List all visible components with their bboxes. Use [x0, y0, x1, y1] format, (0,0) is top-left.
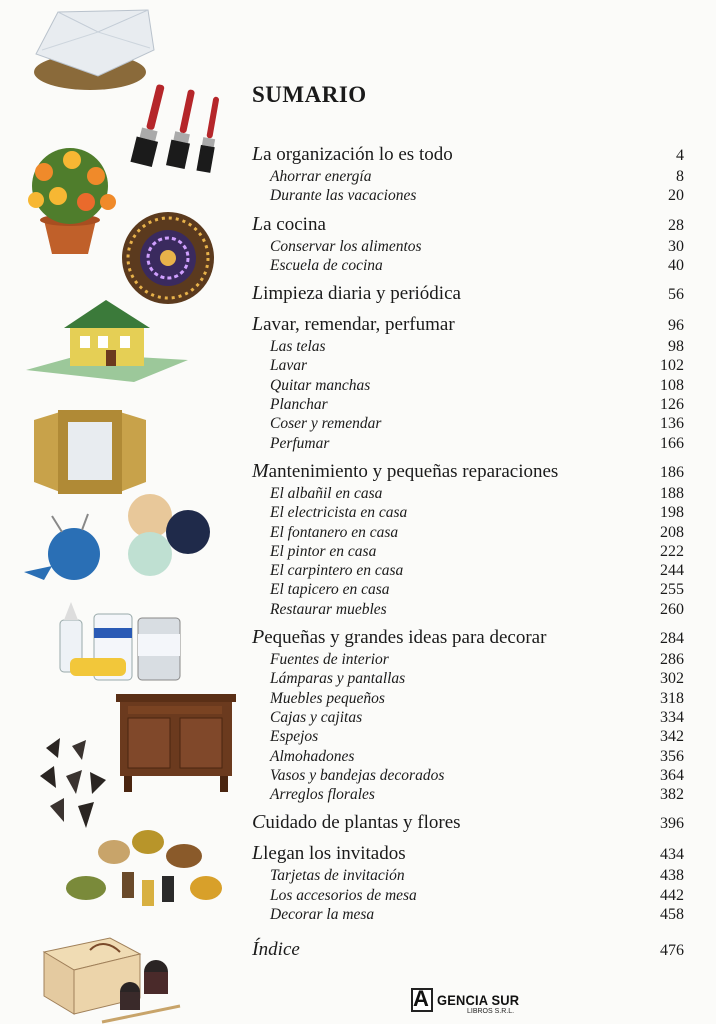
- toc-subsection-page: 255: [660, 581, 684, 599]
- toc-section-page: 56: [668, 286, 684, 304]
- illustrations-column: [0, 0, 245, 1024]
- toc-section-page: 186: [660, 463, 684, 481]
- toc-subsection-title: Fuentes de interior: [270, 651, 389, 669]
- toc-subsection-row[interactable]: [252, 650, 684, 669]
- toc-subsection-title: Durante las vacaciones: [270, 187, 417, 205]
- toc-section-row[interactable]: [252, 313, 684, 337]
- toc-subsection-title: El albañil en casa: [270, 484, 383, 502]
- toc-subsection-row[interactable]: [252, 542, 684, 561]
- toc-subsection-title: Perfumar: [270, 434, 330, 452]
- toc-subsection-row[interactable]: [252, 237, 684, 256]
- toc-subsection-row[interactable]: [252, 747, 684, 766]
- toc-section-row[interactable]: [252, 143, 684, 167]
- page-title: SUMARIO: [252, 82, 367, 107]
- toc-subsection-title: Decorar la mesa: [270, 906, 375, 924]
- toc-section-page: 476: [660, 942, 684, 960]
- toc-subsection-row[interactable]: [252, 708, 684, 727]
- toc-subsection-row[interactable]: [252, 167, 684, 186]
- publisher-name: GENCIA SUR: [437, 992, 520, 1008]
- table-of-contents: [252, 136, 684, 962]
- toc-section-page: 434: [660, 846, 684, 864]
- toc-subsection-page: 286: [660, 651, 684, 669]
- toc-section-row[interactable]: [252, 460, 684, 484]
- publisher-subname: LIBROS S.R.L.: [467, 1008, 515, 1015]
- publisher-logo-letter: A: [413, 986, 429, 1011]
- toc-subsection-row[interactable]: [252, 434, 684, 453]
- toc-section-title: La organización lo es todo: [252, 143, 453, 165]
- toc-subsection-page: 318: [660, 689, 684, 707]
- toc-section: [252, 811, 684, 835]
- toc-subsection-page: 438: [660, 867, 684, 885]
- toc-subsection-page: 98: [668, 338, 684, 356]
- toc-section-row[interactable]: [252, 626, 684, 650]
- mirror-frame-image: [30, 404, 150, 500]
- toc-subsection-page: 222: [660, 542, 684, 560]
- toc-subsection-row[interactable]: [252, 414, 684, 433]
- toc-subsection-page: 260: [660, 600, 684, 618]
- painted-box-image: [40, 930, 184, 1024]
- toc-subsection-row[interactable]: [252, 561, 684, 580]
- toc-section-title: Índice: [252, 938, 300, 961]
- toc-subsection-row[interactable]: [252, 905, 684, 924]
- toc-section-page: 28: [668, 216, 684, 234]
- toc-subsection-page: 302: [660, 670, 684, 688]
- toc-subsection-title: El fontanero en casa: [270, 523, 399, 541]
- toc-subsection-title: Lavar: [270, 357, 308, 375]
- toc-section: [252, 313, 684, 453]
- toc-subsection-row[interactable]: [252, 484, 684, 503]
- toc-subsection-row[interactable]: [252, 186, 684, 205]
- toc-subsection-title: Restaurar muebles: [270, 600, 387, 618]
- toc-subsection-page: 334: [660, 708, 684, 726]
- paint-brushes-image: [124, 78, 224, 182]
- toc-subsection-title: Coser y remendar: [270, 415, 382, 433]
- toc-section: [252, 460, 684, 619]
- toc-subsection-row[interactable]: [252, 356, 684, 375]
- toc-subsection-page: 30: [668, 237, 684, 255]
- toc-section: [252, 143, 684, 206]
- toc-subsection-row[interactable]: [252, 256, 684, 275]
- toc-subsection-title: El tapicero en casa: [270, 581, 390, 599]
- toc-section-row[interactable]: [252, 282, 684, 306]
- toc-subsection-page: 136: [660, 415, 684, 433]
- toc-subsection-page: 342: [660, 728, 684, 746]
- toc-subsection-title: Almohadones: [270, 747, 355, 765]
- toc-subsection-page: 102: [660, 357, 684, 375]
- toc-subsection-title: Arreglos florales: [270, 786, 375, 804]
- toc-subsection-row[interactable]: [252, 395, 684, 414]
- toc-subsection-page: 166: [660, 434, 684, 452]
- toc-subsection-row[interactable]: [252, 866, 684, 885]
- toc-subsection-row[interactable]: [252, 727, 684, 746]
- toc-subsection-row[interactable]: [252, 669, 684, 688]
- toc-section-title: Cuidado de plantas y flores: [252, 811, 461, 834]
- yarn-pincushion-image: [22, 492, 222, 588]
- toc-subsection-title: Vasos y bandejas decorados: [270, 766, 445, 784]
- toc-section-page: 396: [660, 815, 684, 833]
- toc-subsection-title: Ahorrar energía: [270, 168, 372, 185]
- toc-subsection-page: 382: [660, 786, 684, 804]
- toc-section-row[interactable]: [252, 213, 684, 237]
- toc-section-row[interactable]: [252, 811, 684, 835]
- toc-subsection-page: 188: [660, 484, 684, 502]
- toc-section: [252, 842, 684, 924]
- toc-subsection-row[interactable]: [252, 376, 684, 395]
- toc-subsection-page: 198: [660, 504, 684, 522]
- toc-subsection-title: Tarjetas de invitación: [270, 867, 405, 885]
- toc-subsection-page: 8: [676, 168, 684, 185]
- glue-bottles-image: [54, 600, 184, 692]
- toc-subsection-title: Quitar manchas: [270, 376, 371, 394]
- toc-section-page: 284: [660, 630, 684, 648]
- house-money-image: [24, 296, 190, 386]
- toc-subsection-title: Lámparas y pantallas: [270, 670, 406, 688]
- toc-section-title: Mantenimiento y pequeñas reparaciones: [252, 459, 559, 482]
- toc-subsection-row[interactable]: [252, 689, 684, 708]
- toc-subsection-row[interactable]: [252, 766, 684, 785]
- toc-subsection-page: 40: [668, 256, 684, 274]
- toc-subsection-row[interactable]: [252, 580, 684, 599]
- toc-subsection-title: Conservar los alimentos: [270, 237, 422, 255]
- decorated-plate-image: [120, 210, 216, 306]
- toc-subsection-title: Las telas: [270, 338, 326, 356]
- toc-subsection-page: 356: [660, 747, 684, 765]
- spice-jars-image: [66, 828, 222, 924]
- toc-subsection-page: 20: [668, 187, 684, 205]
- toc-section: [252, 938, 684, 962]
- toc-section-row[interactable]: [252, 938, 684, 962]
- toc-subsection-row[interactable]: [252, 886, 684, 905]
- toc-subsection-page: 126: [660, 396, 684, 414]
- toc-subsection-title: Escuela de cocina: [270, 256, 383, 274]
- toc-section: [252, 282, 684, 306]
- toc-subsection-page: 458: [660, 906, 684, 924]
- toc-section-title: Limpieza diaria y periódica: [252, 282, 461, 305]
- toc-section-title: Lavar, remendar, perfumar: [252, 313, 455, 336]
- toc-subsection-title: Cajas y cajitas: [270, 708, 363, 726]
- toc-subsection-title: Planchar: [270, 396, 328, 414]
- toc-section-page: 4: [676, 147, 684, 164]
- toc-subsection-title: Los accesorios de mesa: [270, 886, 417, 904]
- toc-subsection-title: El electricista en casa: [270, 504, 408, 522]
- toc-subsection-page: 208: [660, 523, 684, 541]
- toc-section-title: Llegan los invitados: [252, 842, 406, 865]
- toc-subsection-title: Espejos: [270, 728, 319, 746]
- incense-cones-image: [36, 736, 110, 832]
- toc-section: [252, 626, 684, 804]
- toc-subsection-title: Muebles pequeños: [270, 689, 385, 707]
- toc-subsection-title: El carpintero en casa: [270, 562, 404, 580]
- toc-subsection-page: 364: [660, 766, 684, 784]
- toc-section-title: Pequeñas y grandes ideas para decorar: [252, 626, 547, 649]
- wooden-sideboard-image: [114, 692, 238, 796]
- toc-subsection-row[interactable]: [252, 600, 684, 619]
- toc-subsection-row[interactable]: [252, 523, 684, 542]
- toc-subsection-page: 442: [660, 886, 684, 904]
- toc-subsection-page: 108: [660, 376, 684, 394]
- toc-subsection-row[interactable]: [252, 337, 684, 356]
- publisher-logo: [411, 986, 527, 1020]
- toc-subsection-row[interactable]: [252, 503, 684, 522]
- toc-section-row[interactable]: [252, 842, 684, 866]
- toc-section-page: 96: [668, 317, 684, 335]
- toc-subsection-title: El pintor en casa: [270, 542, 377, 560]
- toc-section: [252, 213, 684, 276]
- toc-subsection-row[interactable]: [252, 785, 684, 804]
- flower-pot-image: [14, 136, 124, 260]
- toc-subsection-page: 244: [660, 562, 684, 580]
- toc-section-title: La cocina: [252, 212, 326, 235]
